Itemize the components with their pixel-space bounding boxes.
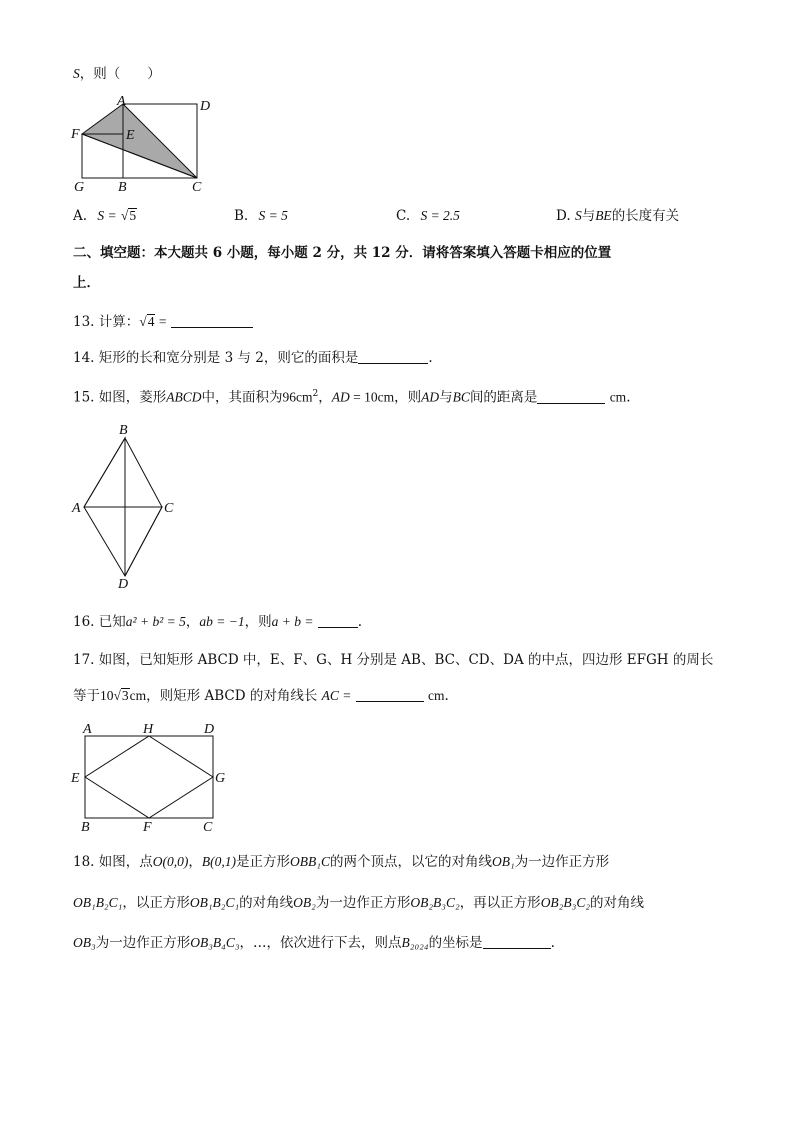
- question-17: 17. 如图，已知矩形 ABCD 中，E、F、G、H 分别是 AB、BC、CD、DA 的中点，四边形 EFGH 的周长: [73, 652, 714, 668]
- question-18: 18. 如图，点O(0,0)，B(0,1)是正方形OBB₁C的两个顶点，以它的对角线OB₁为一边作正方形: [73, 854, 610, 870]
- option-c: C. S = 2.5: [396, 208, 460, 224]
- label-E: E: [126, 128, 135, 143]
- question-18-line2: OB₁B₂C₁，以正方形OB₁B₂C₁的对角线OB₂为一边作正方形OB₂B₃C₂，再以正方形OB₂B₃C₂的对角线: [73, 895, 645, 911]
- label-C: C: [203, 820, 213, 835]
- figure-q15: [68, 420, 188, 592]
- rectangle-abcd: [85, 736, 213, 818]
- option-d: D. S与BE的长度有关: [556, 208, 680, 224]
- label-A: A: [83, 722, 92, 737]
- figure-q17: [68, 718, 238, 838]
- label-B: B: [81, 820, 90, 835]
- answer-blank-14[interactable]: [358, 349, 428, 364]
- answer-blank-16[interactable]: [318, 613, 358, 628]
- q12-text: ，则（ ）: [79, 66, 161, 82]
- label-C: C: [164, 501, 174, 516]
- label-G: G: [215, 771, 226, 786]
- question-13: 13. 计算：√4 =: [73, 312, 253, 332]
- label-B: B: [118, 180, 127, 194]
- label-B: B: [119, 423, 128, 438]
- section-heading: 二、填空题：本大题共 6 小题，每小题 2 分，共 12 分．请将答案填入答题卡相应的位置: [73, 245, 612, 261]
- label-G: G: [74, 180, 85, 194]
- label-F: F: [143, 820, 152, 835]
- label-D: D: [204, 722, 215, 737]
- section-heading-cont: 上．: [73, 275, 100, 291]
- answer-blank-18[interactable]: [483, 934, 551, 949]
- question-15: 15. 如图，菱形ABCD中，其面积为$96cm^2$，AD = 10cm，则AD与BC间的距离是 cm.: [73, 389, 631, 406]
- q12-var: S: [73, 66, 80, 81]
- question-14: 14. 矩形的长和宽分别是 3 与 2，则它的面积是 .: [73, 350, 433, 366]
- q12-tail: [73, 64, 161, 84]
- question-18-line3: OB₃为一边作正方形OB₃B₄C₃，…，依次进行下去，则点B₂₀₂₄的坐标是 .: [73, 935, 555, 951]
- answer-blank-17[interactable]: [356, 687, 424, 702]
- label-D: D: [200, 99, 211, 114]
- option-a: A. S = √5: [73, 208, 137, 224]
- label-C: C: [192, 180, 202, 194]
- label-D: D: [118, 577, 129, 592]
- question-17-cont: 等于10√3cm，则矩形 ABCD 的对角线长 AC = cm.: [73, 688, 449, 704]
- label-F: F: [71, 127, 80, 142]
- answer-blank-13[interactable]: [171, 313, 253, 328]
- label-A: A: [117, 94, 126, 109]
- figure-q12: [68, 94, 218, 194]
- label-H: H: [143, 722, 154, 737]
- answer-blank-15[interactable]: [537, 389, 605, 404]
- option-b: B. S = 5: [234, 208, 288, 224]
- label-A: A: [72, 501, 81, 516]
- question-16: 16. 已知a² + b² = 5，ab = −1，则a + b = .: [73, 614, 363, 630]
- label-E: E: [71, 771, 80, 786]
- quadrilateral-efgh: [85, 736, 213, 818]
